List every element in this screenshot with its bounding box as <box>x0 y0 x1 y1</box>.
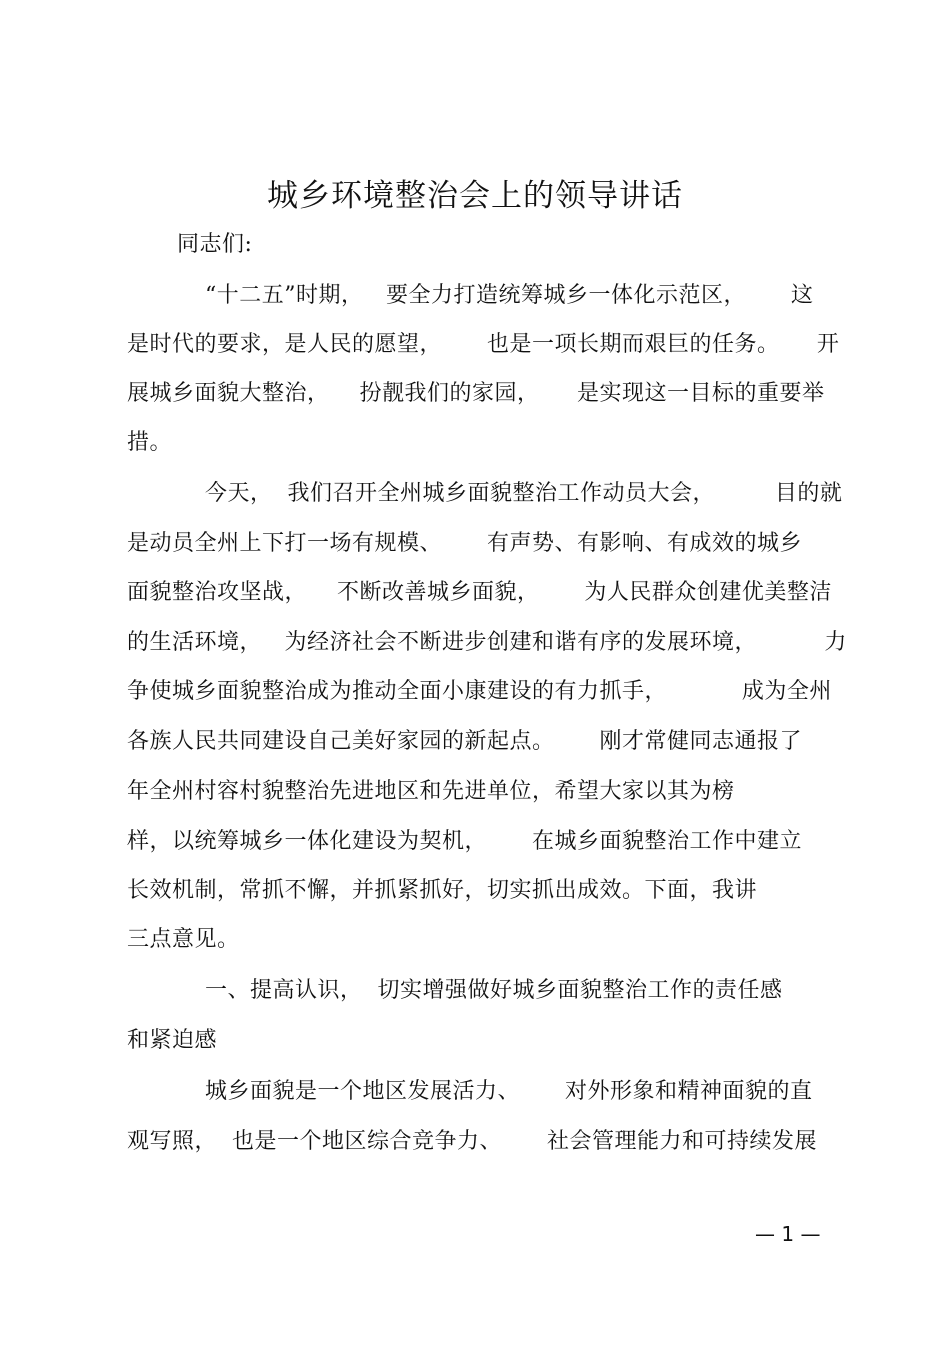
paragraph-line: “十二五”时期， 要全力打造统筹城乡一体化示范区， 这 <box>205 283 814 308</box>
paragraph-line: 面貌整治攻坚战， 不断改善城乡面貌， 为人民群众创建优美整洁 <box>127 580 832 605</box>
paragraph-line: 争使城乡面貌整治成为推动全面小康建设的有力抓手， 成为全州 <box>127 679 832 704</box>
paragraph-line: 的生活环境， 为经济社会不断进步创建和谐有序的发展环境， 力 <box>127 630 847 655</box>
paragraph-line: 措。 <box>127 430 173 455</box>
paragraph-line: 各族人民共同建设自己美好家园的新起点。 刚才常健同志通报了 <box>127 729 802 754</box>
section-heading-continued: 和紧迫感 <box>127 1028 218 1053</box>
document-title: 城乡环境整治会上的领导讲话 <box>267 178 683 214</box>
page-number: — 1 — <box>755 1222 821 1246</box>
section-heading: 一、提高认识， 切实增强做好城乡面貌整治工作的责任感 <box>205 978 783 1003</box>
paragraph-line: 样，以统筹城乡一体化建设为契机， 在城乡面貌整治工作中建立 <box>127 829 802 854</box>
paragraph-line: 展城乡面貌大整治， 扮靓我们的家园， 是实现这一目标的重要举 <box>127 381 825 406</box>
paragraph-line: 年全州村容村貌整治先进地区和先进单位，希望大家以其为榜 <box>127 779 735 804</box>
paragraph-line: 城乡面貌是一个地区发展活力、 对外形象和精神面貌的直 <box>205 1079 813 1104</box>
paragraph-line: 长效机制，常抓不懈，并抓紧抓好，切实抓出成效。下面，我讲 <box>127 878 758 903</box>
paragraph-line: 三点意见。 <box>127 927 240 952</box>
paragraph-line: 今天， 我们召开全州城乡面貌整治工作动员大会， 目的就 <box>205 481 843 506</box>
paragraph-line: 是时代的要求，是人民的愿望， 也是一项长期而艰巨的任务。 开 <box>127 332 840 357</box>
paragraph-line: 是动员全州上下打一场有规模、 有声势、有影响、有成效的城乡 <box>127 531 802 556</box>
paragraph-line: 观写照， 也是一个地区综合竞争力、 社会管理能力和可持续发展 <box>127 1129 817 1154</box>
greeting: 同志们: <box>177 232 253 257</box>
